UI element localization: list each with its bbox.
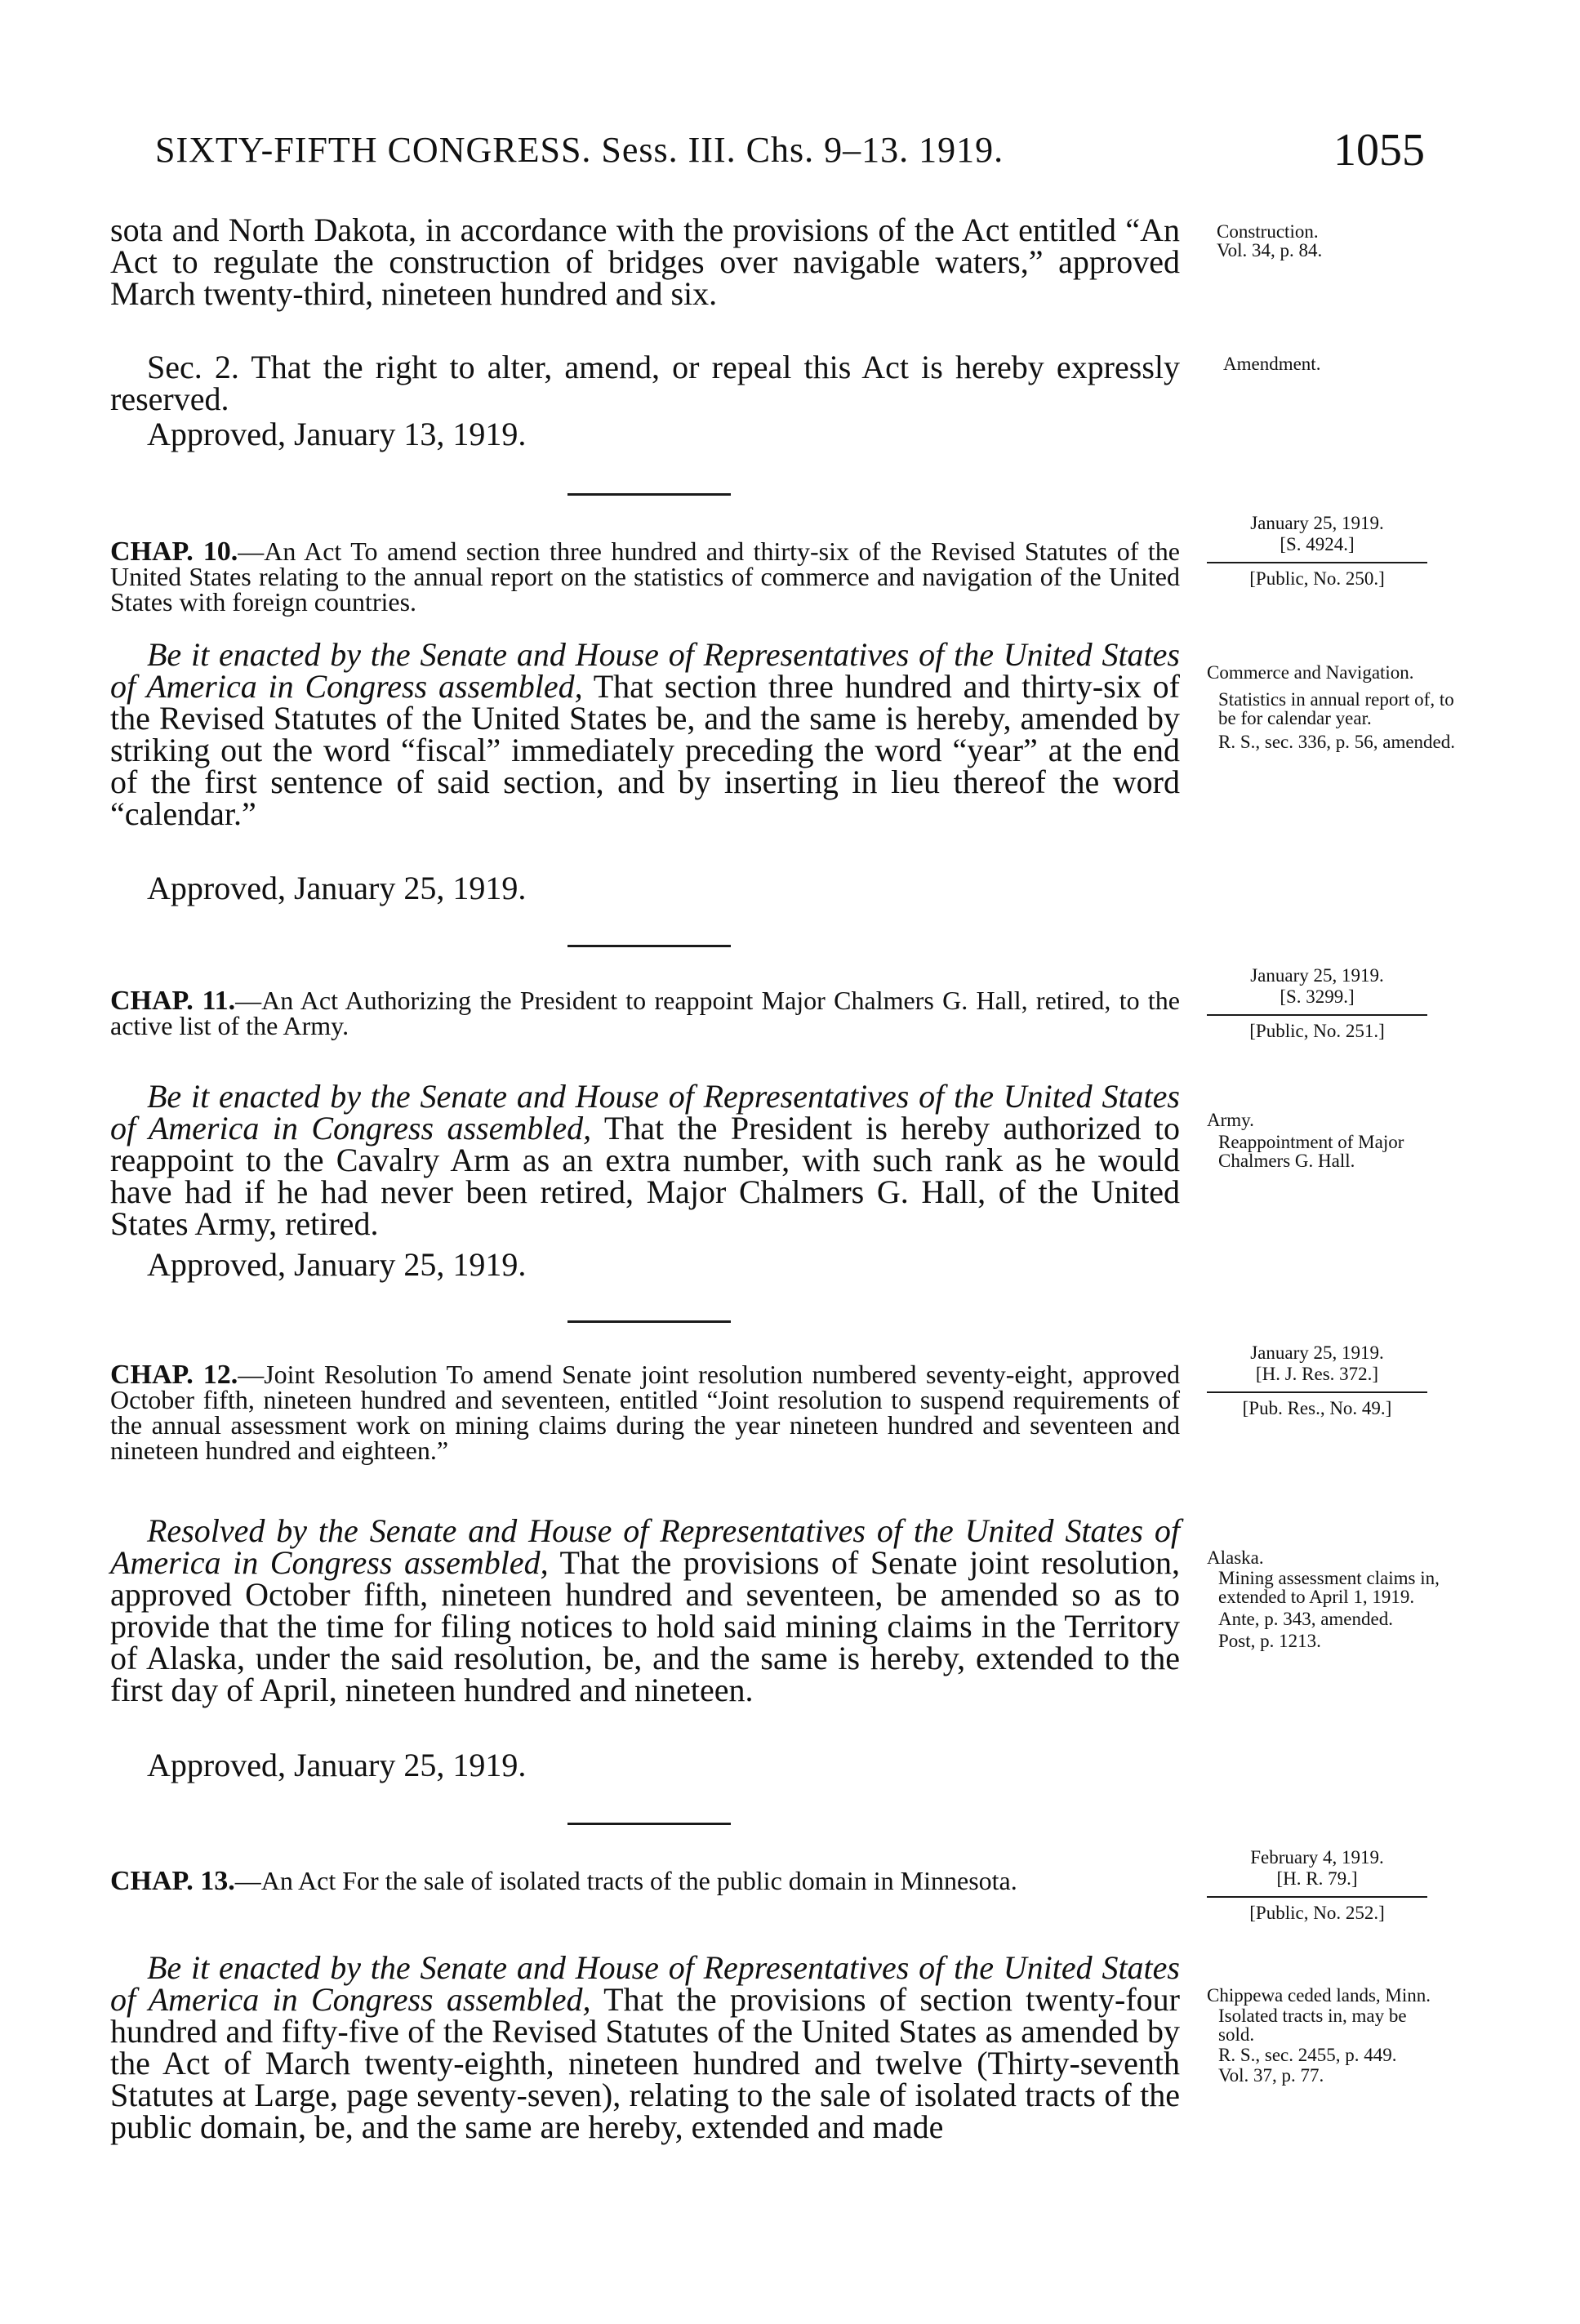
enacting-clause: Be it enacted by the Senate and House of Representatives of the United States of America in Congress assembled, [110,636,1180,705]
margin-line: R. S., sec. 336, p. 56, amended. [1218,732,1456,752]
chapter-10-body [110,636,1180,832]
body-text: That the President is hereby authorized to reappoint to the Cavalry Arm as an extra number, with such rank as he would have had if he had never been retired, Major Chalmers G. Hall, of the United States Army, retired. [110,1110,1181,1242]
body-text: That section three hundred and thirty-six of the Revised Statutes of the United States be, and the same is hereby, amended by striking out the word “fiscal” immediately preceding the word “year” at the end of the first sentence of said section, and by inserting in lieu thereof the word “calendar.” [110,668,1180,832]
running-header [155,125,1425,186]
margin-line: Vol. 37, p. 77. [1218,2065,1324,2086]
chapter-11-margin-notes [1207,1111,1439,1170]
chapter-12-title [110,1362,1180,1463]
separator-rule [567,493,731,496]
bill-number: [S. 3299.] [1280,986,1355,1007]
chapter-10-date-block [1207,513,1427,590]
approval-date: January 25, 1919. [1250,513,1384,533]
public-law-number: [Pub. Res., No. 49.] [1207,1391,1427,1419]
chapter-number: CHAP. 11. [110,986,236,1016]
separator-rule [567,945,731,947]
margin-line: Chippewa ceded lands, Minn. [1207,1985,1431,2006]
body-text: That the provisions of Senate joint resolution, approved October fifth, nineteen hundred and seventeen, be amended so as to provide that the time for filing notices to hold said mining claims in the Territory of Alaska, under the said resolution, be, and the same is hereby, extended to the first day of April, nineteen hundred and nineteen. [110,1544,1181,1708]
margin-line: Alaska. [1207,1547,1264,1568]
approved-ch12: Approved, January 25, 1919. [147,1747,527,1783]
header-title: SIXTY-FIFTH CONGRESS. Sess. III. Chs. 9–13. 1919. [155,130,1004,170]
body-text: That the provisions of section twenty-four hundred and fifty-five of the Revised Statutes of the United States as amended by the Act of March twenty-eighth, nineteen hundred and twelve (Thirty-seventh Statutes at Large, page seventy-seven), relating to the sale of isolated tracts of the public domain, be, and the same are hereby, extended and made [110,1981,1180,2145]
approved-ch11: Approved, January 25, 1919. [147,1246,527,1283]
margin-line: Vol. 34, p. 84. [1217,240,1323,260]
approved-ch9: Approved, January 13, 1919. [147,416,527,452]
page-number: 1055 [1333,125,1425,176]
approval-date: January 25, 1919. [1250,1342,1384,1363]
margin-line: Post, p. 1213. [1218,1631,1321,1651]
approved-ch10: Approved, January 25, 1919. [147,870,527,906]
bill-number: [H. R. 79.] [1276,1868,1358,1889]
chapter-11-body [110,1080,1180,1240]
chapter-title-text: —An Act For the sale of isolated tracts of the public domain in Minnesota. [234,1866,1017,1895]
enacting-clause: Be it enacted by the Senate and House of Representatives of the United States of America in Congress assembled, [110,1078,1180,1146]
margin-line: Construction. [1217,221,1319,242]
margin-line: Reappointment of Major Chalmers G. Hall. [1218,1132,1404,1171]
chapter-11-date-block [1207,965,1427,1042]
public-law-number: [Public, No. 252.] [1207,1896,1427,1924]
chapter-number: CHAP. 13. [110,1866,235,1896]
chapter-10-margin-notes [1207,663,1455,751]
section-2-text: Sec. 2. That the right to alter, amend, or repeal this Act is hereby expressly reserved. [110,349,1180,417]
chapter-13-title [110,1868,1180,1894]
margin-line: Ante, p. 343, amended. [1218,1609,1393,1629]
chapter-title-text: —An Act To amend section three hundred and thirty-six of the Revised Statutes of the United States relating to the annual report on the statistics of commerce and navigation of the United States with foreign countries. [110,536,1181,617]
chapter-11-title [110,988,1180,1039]
continuation-text: sota and North Dakota, in accordance with the provisions of the Act entitled “An Act to regulate the construction of bridges over navigable waters,” approved March twenty-third, nineteen hundred and six. [110,211,1180,312]
chapter-13-body [110,1949,1180,2145]
public-law-number: [Public, No. 251.] [1207,1014,1427,1042]
margin-note-amendment [1223,354,1320,373]
chapter-number: CHAP. 10. [110,536,238,567]
margin-line: Commerce and Navigation. [1207,662,1414,683]
public-law-number: [Public, No. 250.] [1207,562,1427,590]
enacting-clause: Resolved by the Senate and House of Representatives of the United States of America in Congress assembled, [110,1512,1180,1581]
margin-line: Isolated tracts in, may be sold. [1218,2006,1407,2045]
margin-note-construction [1217,222,1322,260]
separator-rule [567,1320,731,1323]
chapter-12-margin-notes [1207,1548,1447,1650]
margin-line: Statistics in annual report of, to be for calendar year. [1218,689,1454,728]
enacting-clause: Be it enacted by the Senate and House of Representatives of the United States of America in Congress assembled, [110,1949,1180,2018]
chapter-13-date-block [1207,1847,1427,1924]
margin-line: Mining assessment claims in, extended to April 1, 1919. [1218,1568,1440,1607]
bill-number: [S. 4924.] [1280,534,1355,554]
margin-line: Army. [1207,1110,1254,1130]
approval-date: February 4, 1919. [1250,1847,1384,1868]
chapter-10-title [110,536,1181,617]
approval-date: January 25, 1919. [1250,965,1384,986]
chapter-12-body [110,1512,1181,1708]
chapter-13-margin-notes [1207,1986,1447,2085]
chapter-title-text: —An Act Authorizing the President to reappoint Major Chalmers G. Hall, retired, to the active list of the Army. [110,986,1181,1040]
chapter-title-text: —Joint Resolution To amend Senate joint resolution numbered seventy-eight, approved October fifth, nineteen hundred and seventeen, entitled “Joint resolution to suspend requirements of the annual assessment work on mining claims during the year nineteen hundred and seventeen and nineteen hundred and eighteen.” [110,1360,1180,1465]
margin-line: Amendment. [1223,354,1321,374]
chapter-number: CHAP. 12. [110,1360,238,1390]
chapter-12-date-block [1207,1342,1427,1419]
bill-number: [H. J. Res. 372.] [1255,1364,1379,1384]
separator-rule [567,1823,731,1825]
margin-line: R. S., sec. 2455, p. 449. [1218,2045,1397,2065]
